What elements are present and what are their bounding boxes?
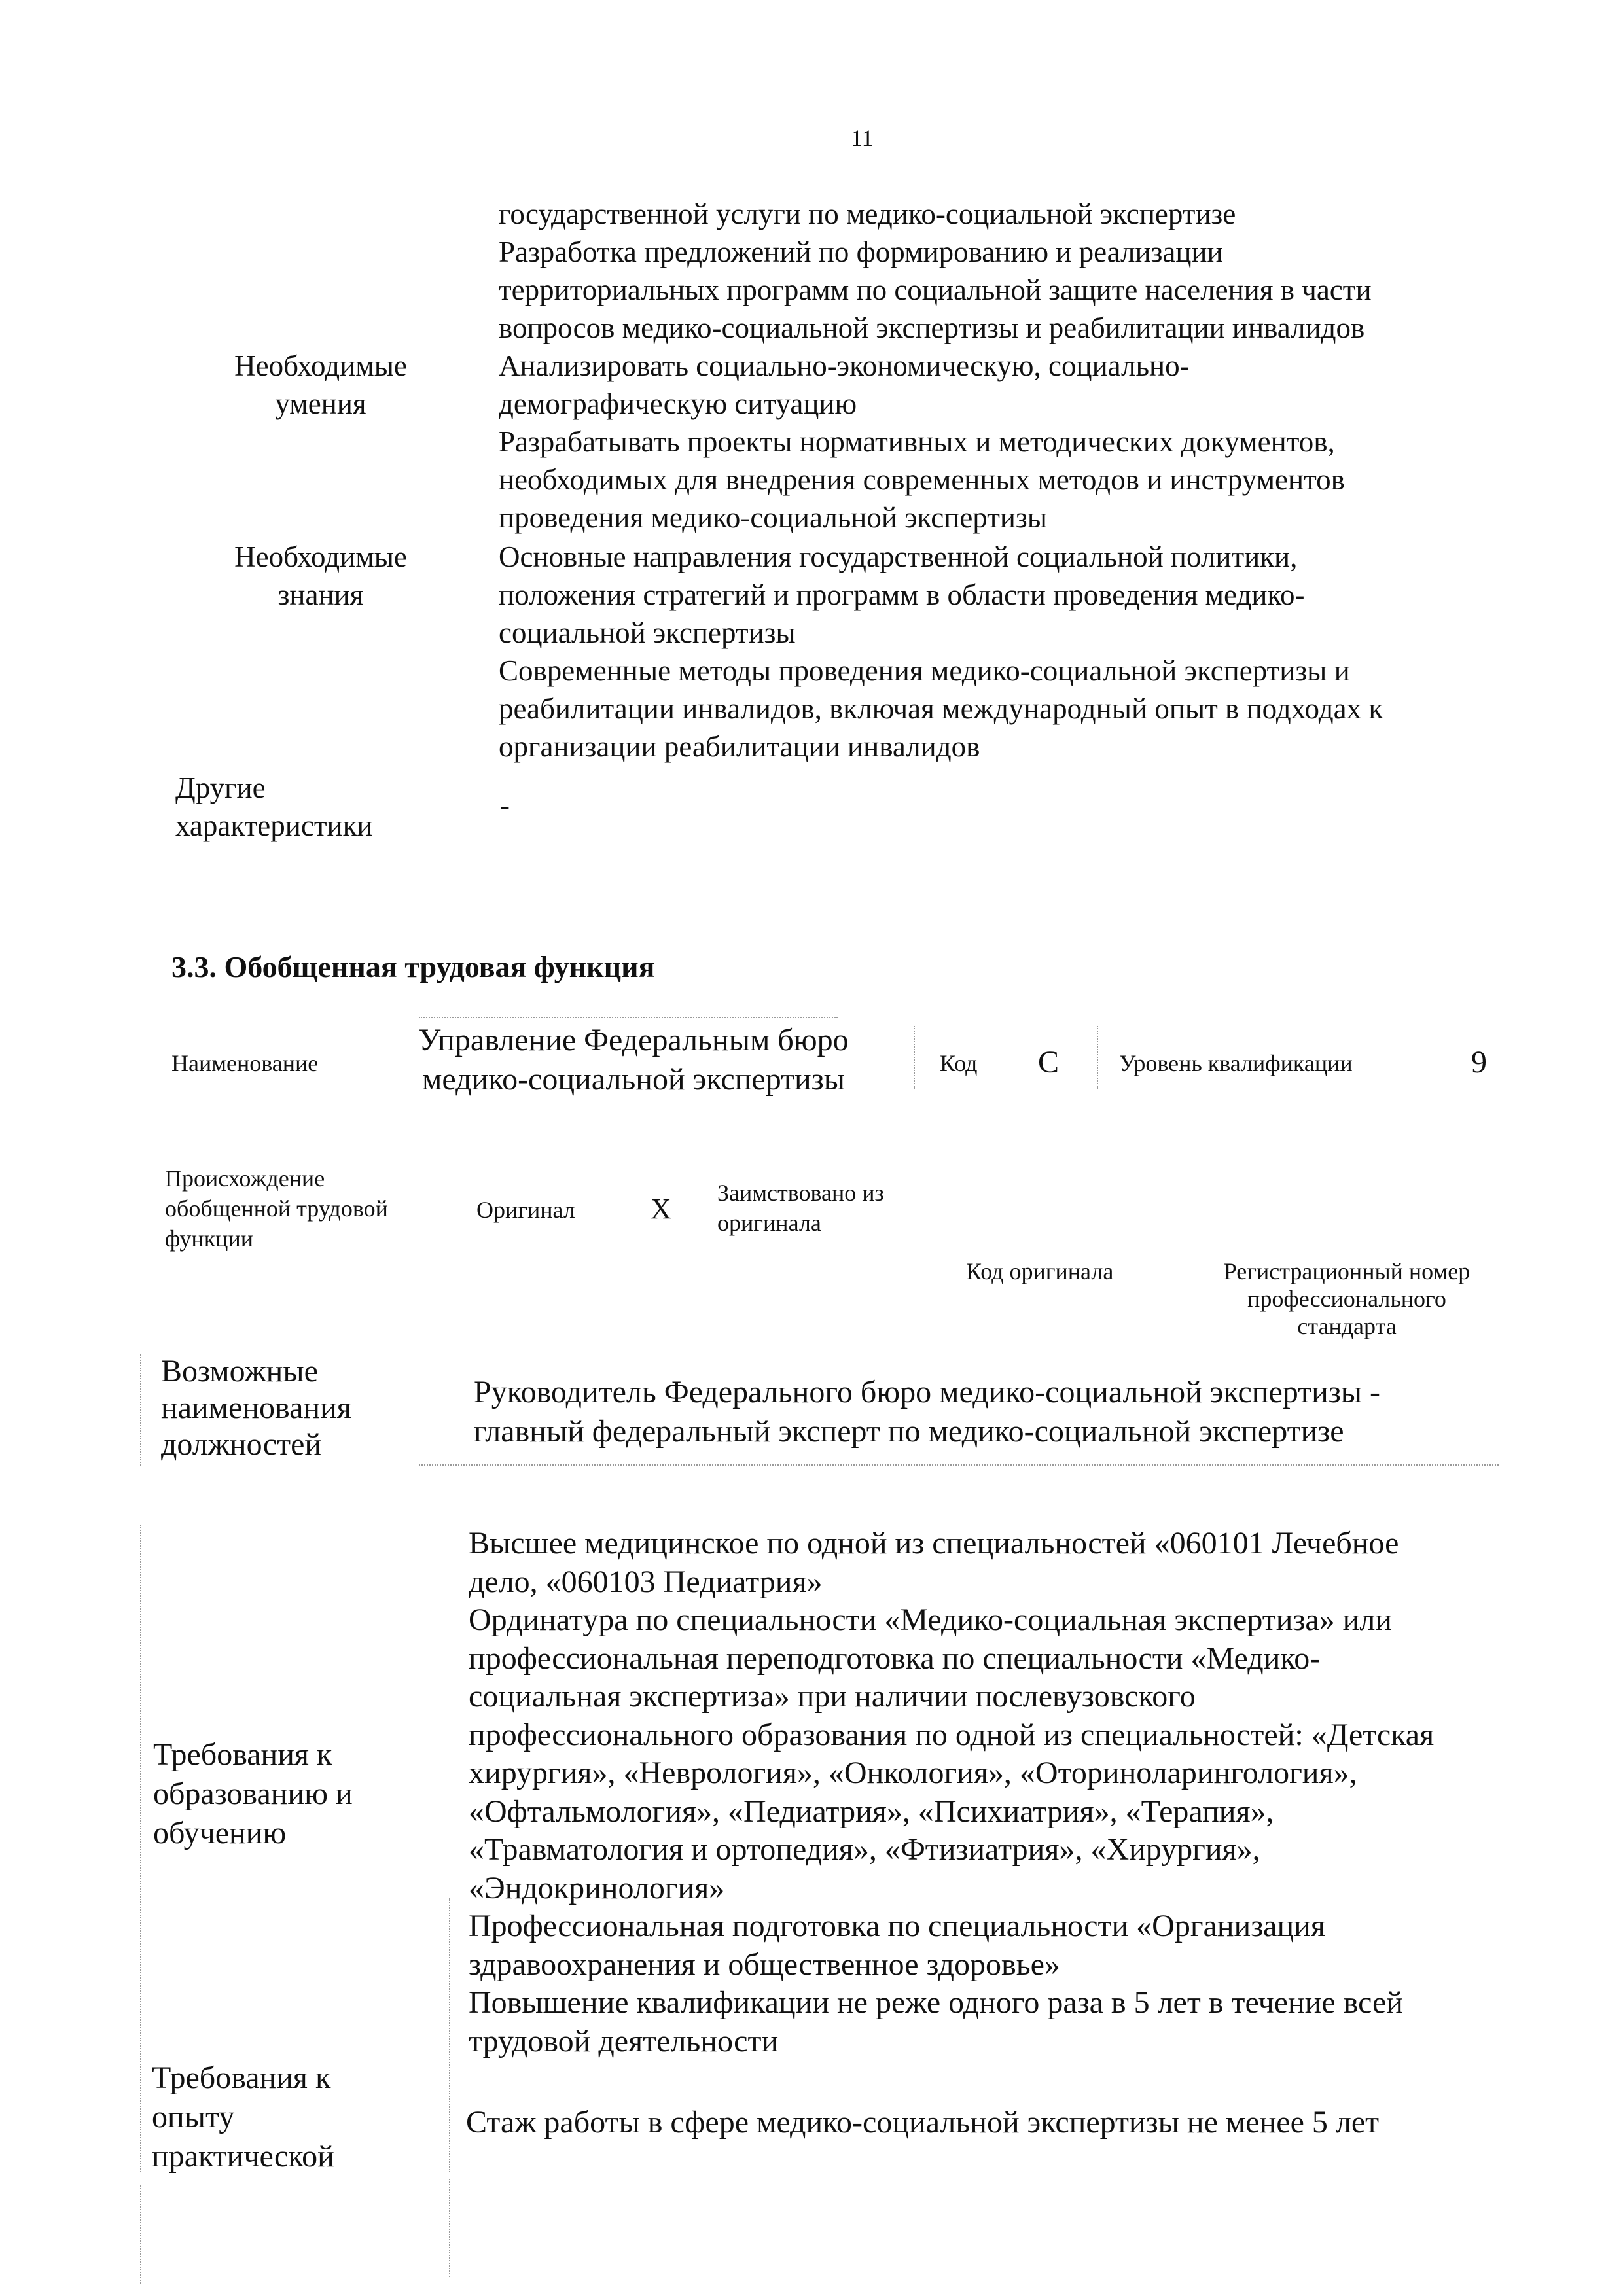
experience-label bbox=[152, 2058, 414, 2176]
text-line: социальной экспертизы bbox=[499, 616, 796, 649]
text-line: дело, «060103 Педиатрия» bbox=[469, 1564, 823, 1599]
education-label bbox=[153, 1735, 415, 1853]
text-line: государственной услуги по медико-социальной экспертизе bbox=[499, 198, 1236, 230]
original-code-label: Код оригинала bbox=[966, 1258, 1114, 1284]
label-line: Происхождение bbox=[165, 1165, 325, 1192]
knowledge-label bbox=[196, 538, 445, 614]
origin-label bbox=[165, 1163, 440, 1254]
other-label bbox=[175, 769, 450, 845]
text-line: Высшее медицинское по одной из специальностей «060101 Лечебное bbox=[469, 1526, 1399, 1561]
positions-label bbox=[161, 1353, 410, 1463]
label-line: Возможные bbox=[161, 1354, 318, 1388]
text-line: «Офтальмология», «Педиатрия», «Психиатрия», «Терапия», bbox=[469, 1793, 1274, 1829]
reg-number-label bbox=[1190, 1258, 1504, 1340]
text-line: профессионального образования по одной из специальностей: «Детская bbox=[469, 1717, 1435, 1752]
original-label: Оригинал bbox=[476, 1197, 575, 1223]
text-line: необходимых для внедрения современных методов и инструментов bbox=[499, 463, 1345, 496]
text-line: Разработка предложений по формированию и реализации bbox=[499, 236, 1223, 268]
name-label: Наименование bbox=[171, 1050, 319, 1076]
label-line: наименования bbox=[161, 1390, 351, 1425]
text-line: положения стратегий и программ в области проведения медико- bbox=[499, 578, 1305, 611]
text-line: «Эндокринология» bbox=[469, 1870, 725, 1905]
text-line: профессиональная переподготовка по специальности «Медико- bbox=[469, 1640, 1321, 1676]
education-text-block bbox=[469, 1525, 1575, 2060]
original-mark: X bbox=[651, 1193, 671, 1225]
text-line: хирургия», «Неврология», «Онкология», «Оториноларингология», bbox=[469, 1756, 1357, 1790]
text-line: Ординатура по специальности «Медико-социальная экспертиза» или bbox=[469, 1602, 1392, 1637]
value-line: Руководитель Федерального бюро медико-социальной экспертизы - bbox=[474, 1375, 1381, 1409]
divider bbox=[419, 1017, 838, 1018]
text-line: Повышение квалификации не реже одного раза в 5 лет в течение всей bbox=[469, 1985, 1403, 2020]
code-label: Код bbox=[940, 1050, 978, 1076]
label-line: Регистрационный номер bbox=[1223, 1258, 1471, 1284]
value-line: медико-социальной экспертизы bbox=[422, 1062, 845, 1097]
positions-value bbox=[474, 1373, 1534, 1451]
text-line: Профессиональная подготовка по специальности «Организация bbox=[469, 1909, 1325, 1943]
text-line: реабилитации инвалидов, включая международный опыт в подходах к bbox=[499, 692, 1383, 725]
label-line: образованию и bbox=[153, 1776, 353, 1811]
divider bbox=[914, 1026, 915, 1089]
text-line: социальная экспертиза» при наличии послевузовского bbox=[469, 1679, 1196, 1714]
text-line: Основные направления государственной социальной политики, bbox=[499, 540, 1298, 573]
label-line: Необходимые bbox=[234, 349, 407, 382]
label-line: функции bbox=[165, 1226, 253, 1252]
value-line: главный федеральный эксперт по медико-социальной экспертизе bbox=[474, 1414, 1344, 1449]
divider bbox=[449, 2179, 450, 2277]
level-value: 9 bbox=[1471, 1045, 1487, 1080]
code-value: C bbox=[1038, 1045, 1060, 1080]
label-line: практической bbox=[152, 2139, 334, 2174]
text-line: здравоохранения и общественное здоровье» bbox=[469, 1947, 1060, 1982]
label-line: знания bbox=[277, 578, 364, 611]
text-line: «Травматология и ортопедия», «Фтизиатрия», «Хирургия», bbox=[469, 1832, 1260, 1867]
page-number: 11 bbox=[851, 125, 874, 151]
skills-text-block bbox=[499, 347, 1520, 537]
table-border bbox=[140, 1525, 141, 2172]
text-line: вопросов медико-социальной экспертизы и реабилитации инвалидов bbox=[499, 311, 1365, 344]
label-line: Требования к bbox=[153, 1737, 332, 1772]
label-line: обучению bbox=[153, 1816, 287, 1850]
name-value bbox=[398, 1021, 869, 1099]
borrowed-label bbox=[717, 1178, 953, 1238]
skills-label bbox=[196, 347, 445, 423]
label-line: обобщенной трудовой bbox=[165, 1195, 388, 1222]
text-line: проведения медико-социальной экспертизы bbox=[499, 501, 1047, 534]
label-line: характеристики bbox=[175, 809, 373, 842]
other-value: - bbox=[500, 789, 510, 822]
label-line: Необходимые bbox=[234, 540, 407, 573]
text-line: Разрабатывать проекты нормативных и методических документов, bbox=[499, 425, 1335, 458]
knowledge-text-block bbox=[499, 538, 1533, 766]
label-line: профессионального bbox=[1247, 1286, 1446, 1312]
text-line: трудовой деятельности bbox=[469, 2023, 779, 2058]
label-line: Другие bbox=[175, 771, 266, 804]
text-line: Анализировать социально-экономическую, социально- bbox=[499, 349, 1190, 382]
table-border bbox=[140, 2185, 141, 2284]
label-line: должностей bbox=[161, 1427, 322, 1462]
divider bbox=[449, 1898, 450, 2172]
value-line: Управление Федеральным бюро bbox=[418, 1023, 849, 1057]
level-label: Уровень квалификации bbox=[1119, 1050, 1353, 1076]
text-line: демографическую ситуацию bbox=[499, 387, 857, 420]
label-line: стандарта bbox=[1297, 1313, 1397, 1339]
text-line: территориальных программ по социальной защите населения в части bbox=[499, 274, 1372, 306]
label-line: опыту bbox=[152, 2100, 235, 2134]
label-line: умения bbox=[275, 387, 366, 420]
label-line: Заимствовано из bbox=[717, 1180, 884, 1206]
label-line: Требования к bbox=[152, 2060, 331, 2095]
label-line: оригинала bbox=[717, 1210, 821, 1236]
table-border bbox=[140, 1354, 141, 1466]
divider bbox=[1097, 1026, 1098, 1089]
section-heading: 3.3. Обобщенная трудовая функция bbox=[171, 950, 655, 983]
divider bbox=[419, 1464, 1499, 1466]
intro-text-block bbox=[499, 195, 1520, 347]
text-line: Современные методы проведения медико-социальной экспертизы и bbox=[499, 654, 1350, 687]
text-line: организации реабилитации инвалидов bbox=[499, 730, 980, 763]
experience-value: Стаж работы в сфере медико-социальной экспертизы не менее 5 лет bbox=[466, 2105, 1380, 2140]
